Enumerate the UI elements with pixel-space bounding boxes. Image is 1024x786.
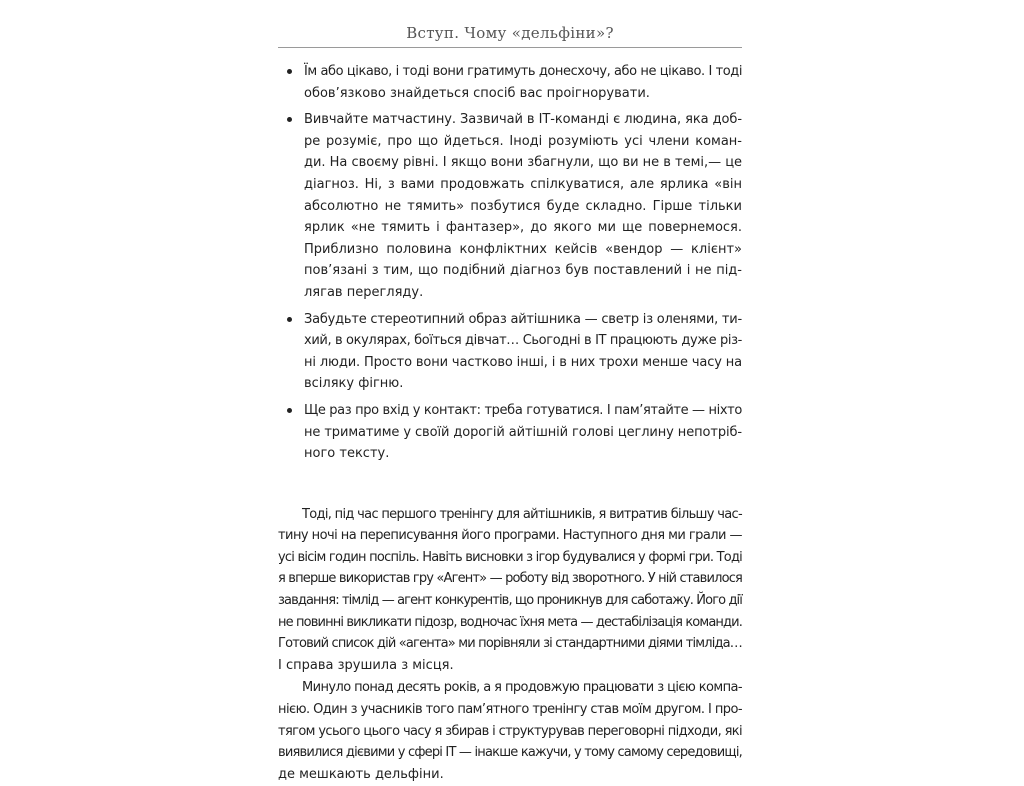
text-line: пов’язані з тим, що подібний діагноз був поставлений і не під- bbox=[304, 263, 742, 279]
text-line: І справа зрушила з місця. bbox=[278, 657, 454, 673]
text-line: я вперше використав гру «Агент» — роботу від зворотного. У ній ставилося bbox=[278, 571, 743, 587]
text-line: Приблизно половина конфліктних кейсів «вендор — клієнт» bbox=[304, 241, 742, 257]
text-line: завдання: тімлід — агент конкурентів, що проникнув для саботажу. Його дії bbox=[278, 593, 742, 609]
text-line: всіляку фігню. bbox=[304, 376, 404, 392]
header-rule bbox=[278, 47, 742, 48]
text-line: ні люди. Просто вони частково інші, і в них трохи менше часу на bbox=[304, 354, 743, 370]
bullet-dot-icon bbox=[287, 317, 292, 322]
bullet-list bbox=[278, 61, 742, 465]
text-line: де мешкають дельфіни. bbox=[278, 766, 444, 782]
text-line: Забудьте стереотипний образ айтішника — светр із оленями, ти- bbox=[304, 311, 742, 327]
bullet-dot-icon bbox=[287, 69, 292, 74]
text-line: ре розуміє, про що йдеться. Іноді розуміють усі члени коман- bbox=[304, 133, 742, 149]
text-line: не триматиме у своїй дорогій айтішній голові цеглину непотріб- bbox=[304, 424, 743, 440]
text-line: Минуло понад десять років, а я продовжую працювати з цією компа- bbox=[302, 680, 743, 696]
text-line: хий, в окулярах, боїться дівчат… Сьогодні в ІТ працюють дуже різ- bbox=[304, 333, 742, 349]
text-line: обов’язково знайдеться спосіб вас проігнорувати. bbox=[304, 85, 650, 101]
paragraph bbox=[278, 677, 742, 785]
text-line: Ще раз про вхід у контакт: треба готуватися. І пам’ятайте — ніхто bbox=[304, 402, 742, 418]
text-line: усі вісім годин поспіль. Навіть висновки з ігор будувалися у формі гри. Тоді bbox=[278, 549, 743, 565]
text-line: лягав перегляду. bbox=[304, 284, 424, 300]
body-paragraphs bbox=[278, 504, 742, 786]
text-line: тину ночі на переписування його програми. Наступного дня ми грали — bbox=[278, 528, 743, 544]
paragraph bbox=[278, 504, 742, 677]
bullet-item bbox=[278, 309, 742, 395]
text-line: ди. На своєму рівні. І якщо вони збагнули, що ви не в темі,— це bbox=[304, 155, 743, 171]
text-line: діагноз. Ні, з вами продовжать спілкуватися, але ярлика «він bbox=[304, 176, 742, 192]
text-line: тягом усього цього часу я збирав і структурував переговорні підходи, які bbox=[278, 723, 742, 739]
text-line: ного тексту. bbox=[304, 446, 390, 462]
text-line: абсолютно не тямить» позбутися буде складно. Гірше тільки bbox=[304, 198, 742, 214]
text-line: нією. Один з учасників того пам’ятного тренінгу став моїм другом. І про- bbox=[278, 702, 742, 718]
text-line: Їм або цікаво, і тоді вони гратимуть донесхочу, або не цікаво. І тоді bbox=[304, 64, 742, 79]
text-line: Вивчайте матчастину. Зазвичай в ІТ-команді є людина, яка доб- bbox=[304, 112, 742, 128]
bullet-item bbox=[278, 61, 742, 104]
bullet-dot-icon bbox=[287, 117, 292, 122]
bullet-item bbox=[278, 400, 742, 465]
running-head: Вступ. Чому «дельфіни»? bbox=[406, 24, 614, 42]
text-line: ярлик «не тямить і фантазер», до якого ми ще повернемося. bbox=[304, 220, 742, 236]
bullet-dot-icon bbox=[287, 408, 292, 413]
text-line: не повинні викликати підозр, водночас їхня мета — дестабілізація команди. bbox=[278, 614, 742, 630]
bullet-item bbox=[278, 109, 742, 303]
text-line: виявилися дієвими у сфері ІТ — інакше кажучи, у тому самому середовищі, bbox=[278, 745, 742, 761]
page-body bbox=[278, 61, 742, 786]
text-line: Готовий список дій «агента» ми порівняли зі стандартними діями тімліда… bbox=[278, 636, 742, 652]
text-line: Тоді, під час першого тренінгу для айтішників, я витратив більшу час- bbox=[302, 506, 742, 522]
